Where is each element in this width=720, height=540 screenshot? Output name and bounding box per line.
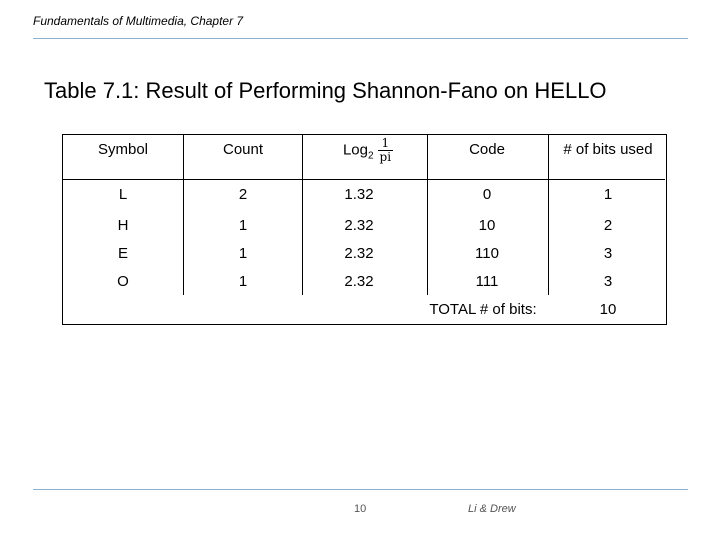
header-log [308,137,428,164]
cell-log: 2.32 [344,217,374,234]
cell-code: 110 [475,245,499,262]
footer-divider [33,489,688,490]
total-value: 10 [599,301,617,318]
header-code: Code [469,141,505,158]
cell-code: 0 [482,186,492,203]
column-divider [302,135,303,295]
cell-log: 2.32 [344,273,374,290]
header-rule [63,179,665,180]
cell-bits: 2 [603,217,613,234]
shannon-fano-table [62,134,667,325]
log-base: 2 [367,150,374,162]
cell-symbol: O [117,273,129,290]
fraction-numerator: 1 [378,137,394,151]
page-number: 10 [354,503,367,515]
slide-title: Table 7.1: Result of Performing Shannon-Fano on HELLO [44,78,607,103]
cell-bits: 1 [603,186,613,203]
cell-count: 2 [238,186,248,203]
log-fraction [378,137,394,164]
fraction-denominator: pi [379,150,392,164]
log-prefix: Log [342,141,368,159]
cell-symbol: L [118,186,128,203]
cell-bits: 3 [603,273,613,290]
column-divider [548,135,549,295]
cell-symbol: E [117,245,128,262]
column-divider [183,135,184,295]
header-bits: # of bits used [563,141,653,158]
cell-code: 111 [475,273,499,290]
cell-symbol: H [117,217,129,234]
total-label: TOTAL # of bits: [429,301,537,318]
footer-authors: Li & Drew [468,503,516,515]
cell-code: 10 [478,217,496,234]
header-divider [33,38,688,39]
header-count: Count [222,141,264,158]
cell-bits: 3 [603,245,613,262]
cell-count: 1 [238,245,248,262]
cell-log: 2.32 [344,245,374,262]
cell-count: 1 [238,273,248,290]
cell-count: 1 [238,217,248,234]
running-header: Fundamentals of Multimedia, Chapter 7 [33,14,244,28]
cell-log: 1.32 [344,186,374,203]
header-symbol: Symbol [97,141,149,158]
